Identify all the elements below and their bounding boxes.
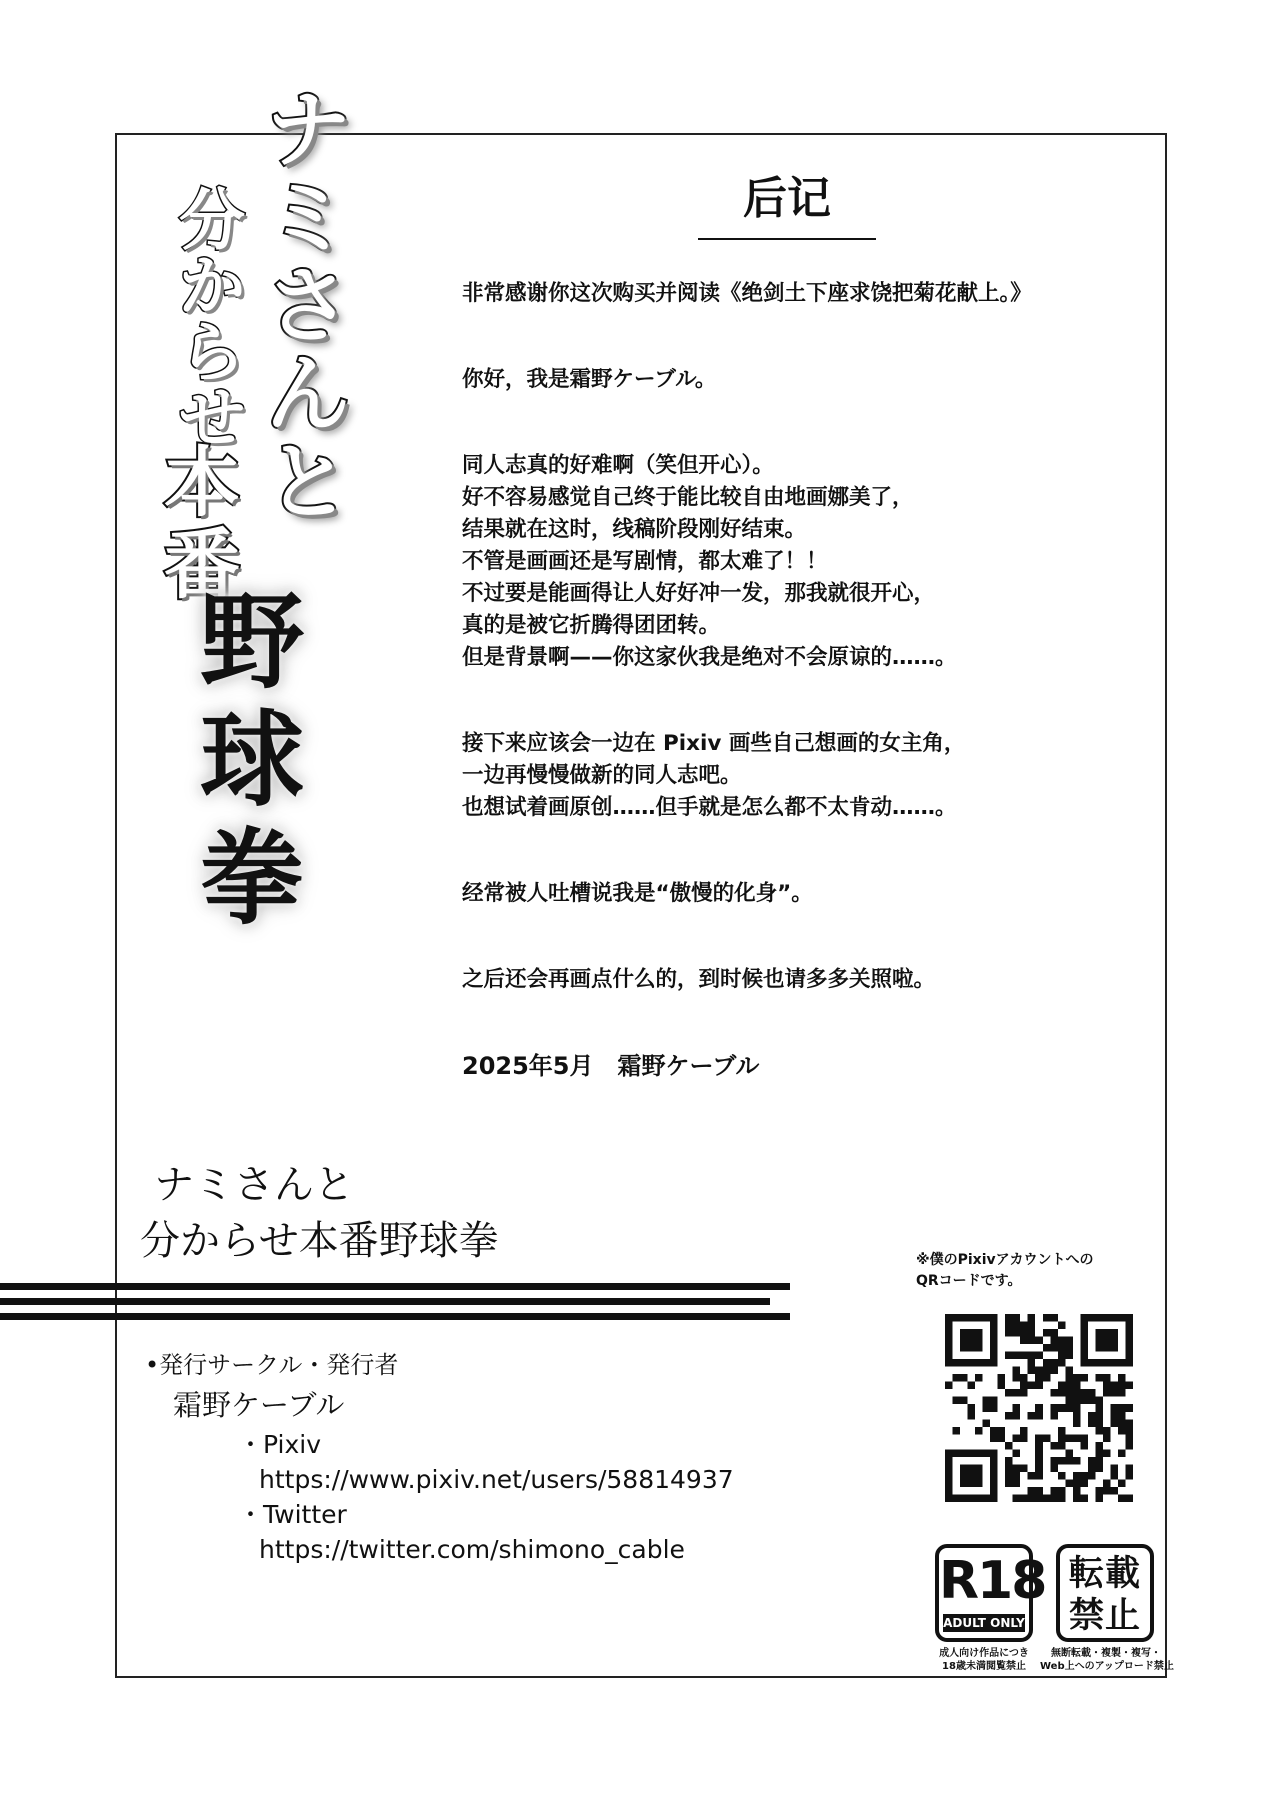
- no-reprint-note-line2: Web上へのアップロード禁止: [1040, 1661, 1174, 1672]
- no-reprint-line1: 転載: [1068, 1554, 1141, 1594]
- title-char: 野: [199, 581, 304, 703]
- afterword-line: 不管是画画还是写剧情，都太难了！！: [462, 549, 828, 574]
- title-char: せ: [179, 380, 245, 457]
- afterword-paragraph: [462, 450, 1122, 674]
- divider-bar-1: [0, 1283, 790, 1290]
- cover-title-line4: [187, 581, 317, 944]
- r18-note-line1: 成人向け作品につき: [939, 1648, 1029, 1659]
- afterword-paragraph: [462, 364, 1122, 396]
- afterword-line: 也想试着画原创……但手就是怎么都不太肯动……。: [462, 795, 957, 820]
- afterword-line: 经常被人吐槽说我是“傲慢的化身”。: [462, 881, 813, 906]
- colophon-title-line1: ナミさんと: [154, 1162, 354, 1208]
- afterword-line: 你好，我是霜野ケーブル。: [462, 367, 717, 392]
- title-char: 本: [164, 438, 240, 527]
- adult-only-label: ADULT ONLY: [943, 1616, 1025, 1630]
- cover-title-line2: [172, 182, 252, 457]
- twitter-label: ・Twitter: [238, 1500, 347, 1529]
- afterword-line: 同人志真的好难啊（笑但开心）。: [462, 453, 774, 478]
- afterword-heading: 后记: [698, 162, 876, 240]
- colophon-title-line2: 分からせ本番野球拳: [140, 1218, 499, 1264]
- title-char: ら: [179, 314, 245, 391]
- afterword-line: 一边再慢慢做新的同人志吧。: [462, 763, 742, 788]
- title-char: 球: [199, 699, 304, 821]
- qr-caption: [916, 1250, 1166, 1292]
- afterword-line: 之后还会再画点什么的，到时候也请多多关照啦。: [462, 967, 936, 992]
- r18-note-line2: 18歳未満閲覧禁止: [942, 1661, 1026, 1672]
- qr-caption-line1: ※僕のPixivアカウントへの: [916, 1252, 1094, 1268]
- title-char: ミ: [265, 169, 350, 267]
- divider-bar-2: [0, 1298, 770, 1305]
- r18-note: [924, 1647, 1044, 1673]
- qr-code-icon[interactable]: [945, 1314, 1133, 1502]
- afterword-paragraph: [462, 278, 1122, 310]
- afterword-body: [462, 278, 1122, 1082]
- title-char: さ: [265, 257, 350, 355]
- afterword-line: 接下来应该会一边在 Pixiv 画些自己想画的女主角，: [462, 731, 966, 756]
- divider-bar-3: [0, 1313, 790, 1320]
- title-char: か: [179, 248, 245, 325]
- no-reprint-note-line1: 無断転載・複製・複写・: [1051, 1648, 1161, 1659]
- r18-badge-text: R18: [939, 1551, 1046, 1611]
- qr-caption-line2: QRコードです。: [916, 1273, 1022, 1289]
- colophon-title: [140, 1157, 499, 1269]
- afterword-paragraph: [462, 878, 1122, 910]
- afterword-line: 但是背景啊——你这家伙我是绝对不会原谅的……。: [462, 645, 957, 670]
- no-reprint-note: [1040, 1647, 1172, 1673]
- afterword-signature: 2025年5月 霜野ケーブル: [462, 1052, 760, 1080]
- publisher-name: 霜野ケーブル: [173, 1388, 345, 1422]
- twitter-link[interactable]: https://twitter.com/shimono_cable: [259, 1535, 685, 1564]
- title-char: 拳: [199, 817, 304, 939]
- afterword-line: 非常感谢你这次购买并阅读《绝剑土下座求饶把菊花献上。》: [462, 281, 1032, 306]
- title-char: 分: [179, 182, 245, 259]
- afterword-paragraph: [462, 728, 1122, 824]
- afterword-paragraph: [462, 964, 1122, 996]
- afterword-line: 结果就在这时，线稿阶段刚好结束。: [462, 517, 807, 542]
- no-reprint-badge: [1056, 1544, 1154, 1642]
- publisher-info: [145, 1348, 734, 1567]
- afterword-line: 好不容易感觉自己终于能比较自由地画娜美了，: [462, 485, 914, 510]
- pixiv-label: ・Pixiv: [238, 1430, 322, 1459]
- pixiv-link[interactable]: https://www.pixiv.net/users/58814937: [259, 1465, 734, 1494]
- publisher-label: •発行サークル・発行者: [145, 1351, 399, 1379]
- r18-badge: [935, 1544, 1046, 1642]
- afterword-line: 真的是被它折腾得团团转。: [462, 613, 721, 638]
- title-char: ん: [265, 345, 350, 443]
- title-char: 番: [164, 520, 240, 609]
- afterword-line: 不过要是能画得让人好好冲一发，那我就很开心，: [462, 581, 936, 606]
- title-char: ナ: [265, 81, 350, 179]
- title-char: と: [265, 433, 350, 531]
- no-reprint-line2: 禁止: [1068, 1596, 1141, 1636]
- cover-title-line1: [262, 81, 354, 531]
